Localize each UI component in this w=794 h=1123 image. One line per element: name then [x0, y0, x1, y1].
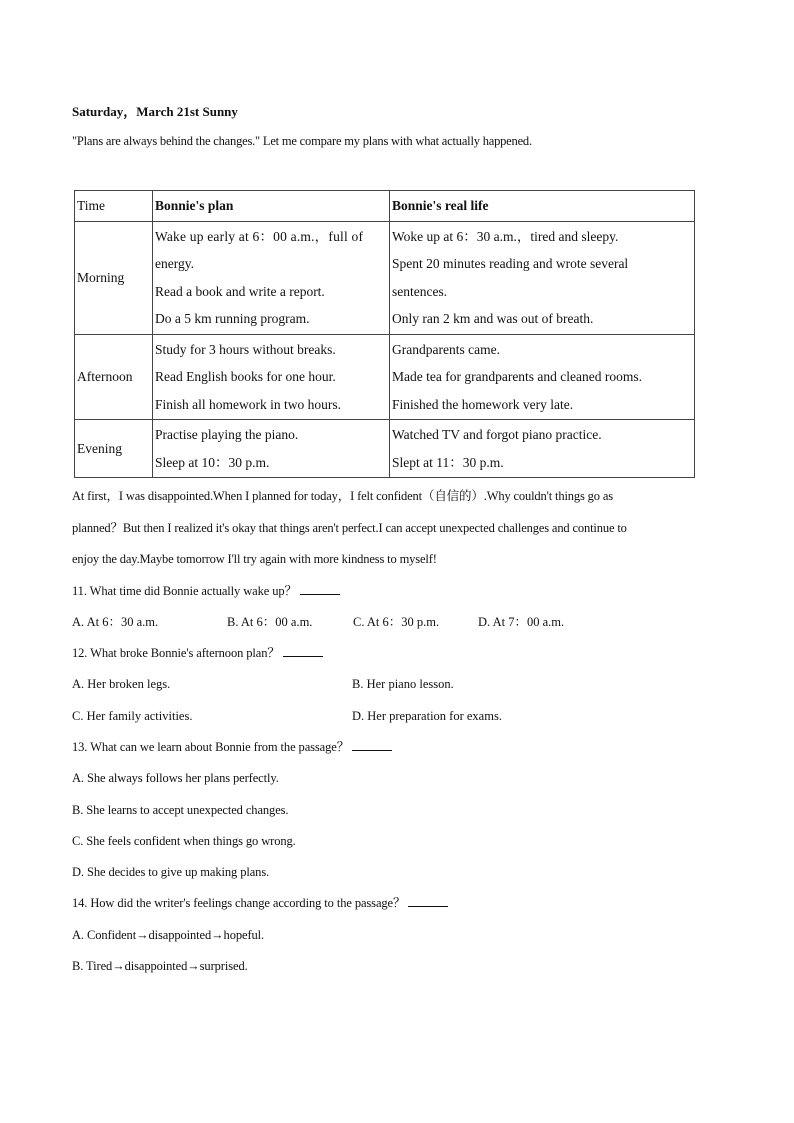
real-line: Grandparents came. [392, 341, 500, 357]
option-a[interactable]: A. She always follows her plans perfectly. [72, 771, 279, 786]
answer-blank[interactable] [408, 896, 448, 907]
plan-line: Wake up early at 6：00 a.m.，full of [155, 228, 364, 244]
answer-blank[interactable] [300, 584, 340, 595]
question-text: 11. What time did Bonnie actually wake up？ [72, 583, 297, 598]
table-row [75, 221, 695, 334]
plan-cell [153, 334, 390, 420]
answer-blank[interactable] [283, 646, 323, 657]
header-real: Bonnie's real life [390, 191, 695, 222]
plan-line: Finish all homework in two hours. [155, 396, 341, 412]
question-14 [72, 888, 722, 919]
option-b[interactable]: B. At 6：00 a.m. [227, 614, 313, 629]
options-12-row1 [72, 669, 722, 700]
table-row [75, 420, 695, 478]
real-line: Woke up at 6：30 a.m.，tired and sleepy. [392, 228, 619, 244]
plan-line: Do a 5 km running program. [155, 311, 310, 326]
plan-line: Practise playing the piano. [155, 427, 299, 442]
option-b[interactable]: B. Her piano lesson. [352, 677, 454, 692]
options-11 [72, 607, 722, 638]
table-row [75, 334, 695, 420]
option-a[interactable]: A. At 6：30 a.m. [72, 614, 159, 629]
plan-cell [153, 221, 390, 334]
option-d[interactable]: D. At 7：00 a.m. [478, 614, 565, 629]
plan-line: Read a book and write a report. [155, 283, 325, 299]
real-cell [390, 420, 695, 478]
real-line: Finished the homework very late. [392, 396, 574, 412]
question-11 [72, 576, 722, 607]
real-cell [390, 221, 695, 334]
page-header [72, 100, 722, 151]
real-line: Slept at 11：30 p.m. [392, 454, 504, 470]
paragraph-line: At first，I was disappointed.When I planned for today，I felt confident（自信的）.Why couldn't things go as [72, 489, 613, 503]
option-d[interactable]: D. Her preparation for exams. [352, 708, 502, 723]
real-line: sentences. [392, 283, 448, 299]
option-d[interactable]: D. She decides to give up making plans. [72, 865, 270, 880]
table-header-row [75, 191, 695, 222]
option-c[interactable]: C. Her family activities. [72, 708, 193, 723]
real-line: Only ran 2 km and was out of breath. [392, 311, 594, 326]
paragraph-line: planned？But then I realized it's okay that things aren't perfect.I can accept unexpected challenges and continue to [72, 520, 627, 535]
plan-line: Study for 3 hours without breaks. [155, 341, 336, 357]
question-text: 13. What can we learn about Bonnie from the passage？ [72, 739, 350, 754]
options-12-row2 [72, 701, 722, 732]
plan-line: Read English books for one hour. [155, 369, 336, 384]
question-text: 14. How did the writer's feelings change according to the passage？ [72, 896, 406, 911]
row-time: Evening [75, 420, 153, 478]
answer-blank[interactable] [352, 740, 392, 751]
plan-cell [153, 420, 390, 478]
row-time: Morning [75, 221, 153, 334]
diary-title: Saturday，March 21st Sunny [72, 104, 238, 119]
header-plan: Bonnie's plan [153, 191, 390, 222]
intro-text: "Plans are always behind the changes." Let me compare my plans with what actually happened. [72, 134, 532, 148]
plan-line: Sleep at 10：30 p.m. [155, 454, 270, 470]
question-12 [72, 638, 722, 669]
question-text: 12. What broke Bonnie's afternoon plan？ [72, 646, 280, 661]
option-b[interactable]: B. She learns to accept unexpected changes. [72, 802, 289, 817]
plan-table [74, 190, 695, 478]
passage-and-questions [72, 481, 722, 982]
option-b[interactable]: B. Tired→disappointed→surprised. [72, 959, 248, 974]
real-line: Made tea for grandparents and cleaned rooms. [392, 369, 643, 384]
real-line: Spent 20 minutes reading and wrote several [392, 256, 629, 271]
real-line: Watched TV and forgot piano practice. [392, 427, 602, 442]
real-cell [390, 334, 695, 420]
plan-line: energy. [155, 256, 194, 271]
option-a[interactable]: A. Confident→disappointed→hopeful. [72, 927, 265, 942]
row-time: Afternoon [75, 334, 153, 420]
reflection-paragraph [72, 481, 722, 576]
paragraph-line: enjoy the day.Maybe tomorrow I'll try again with more kindness to myself! [72, 552, 437, 566]
option-c[interactable]: C. At 6：30 p.m. [353, 614, 440, 629]
question-13 [72, 732, 722, 763]
option-c[interactable]: C. She feels confident when things go wrong. [72, 833, 296, 848]
option-a[interactable]: A. Her broken legs. [72, 677, 171, 692]
header-time: Time [75, 191, 153, 222]
